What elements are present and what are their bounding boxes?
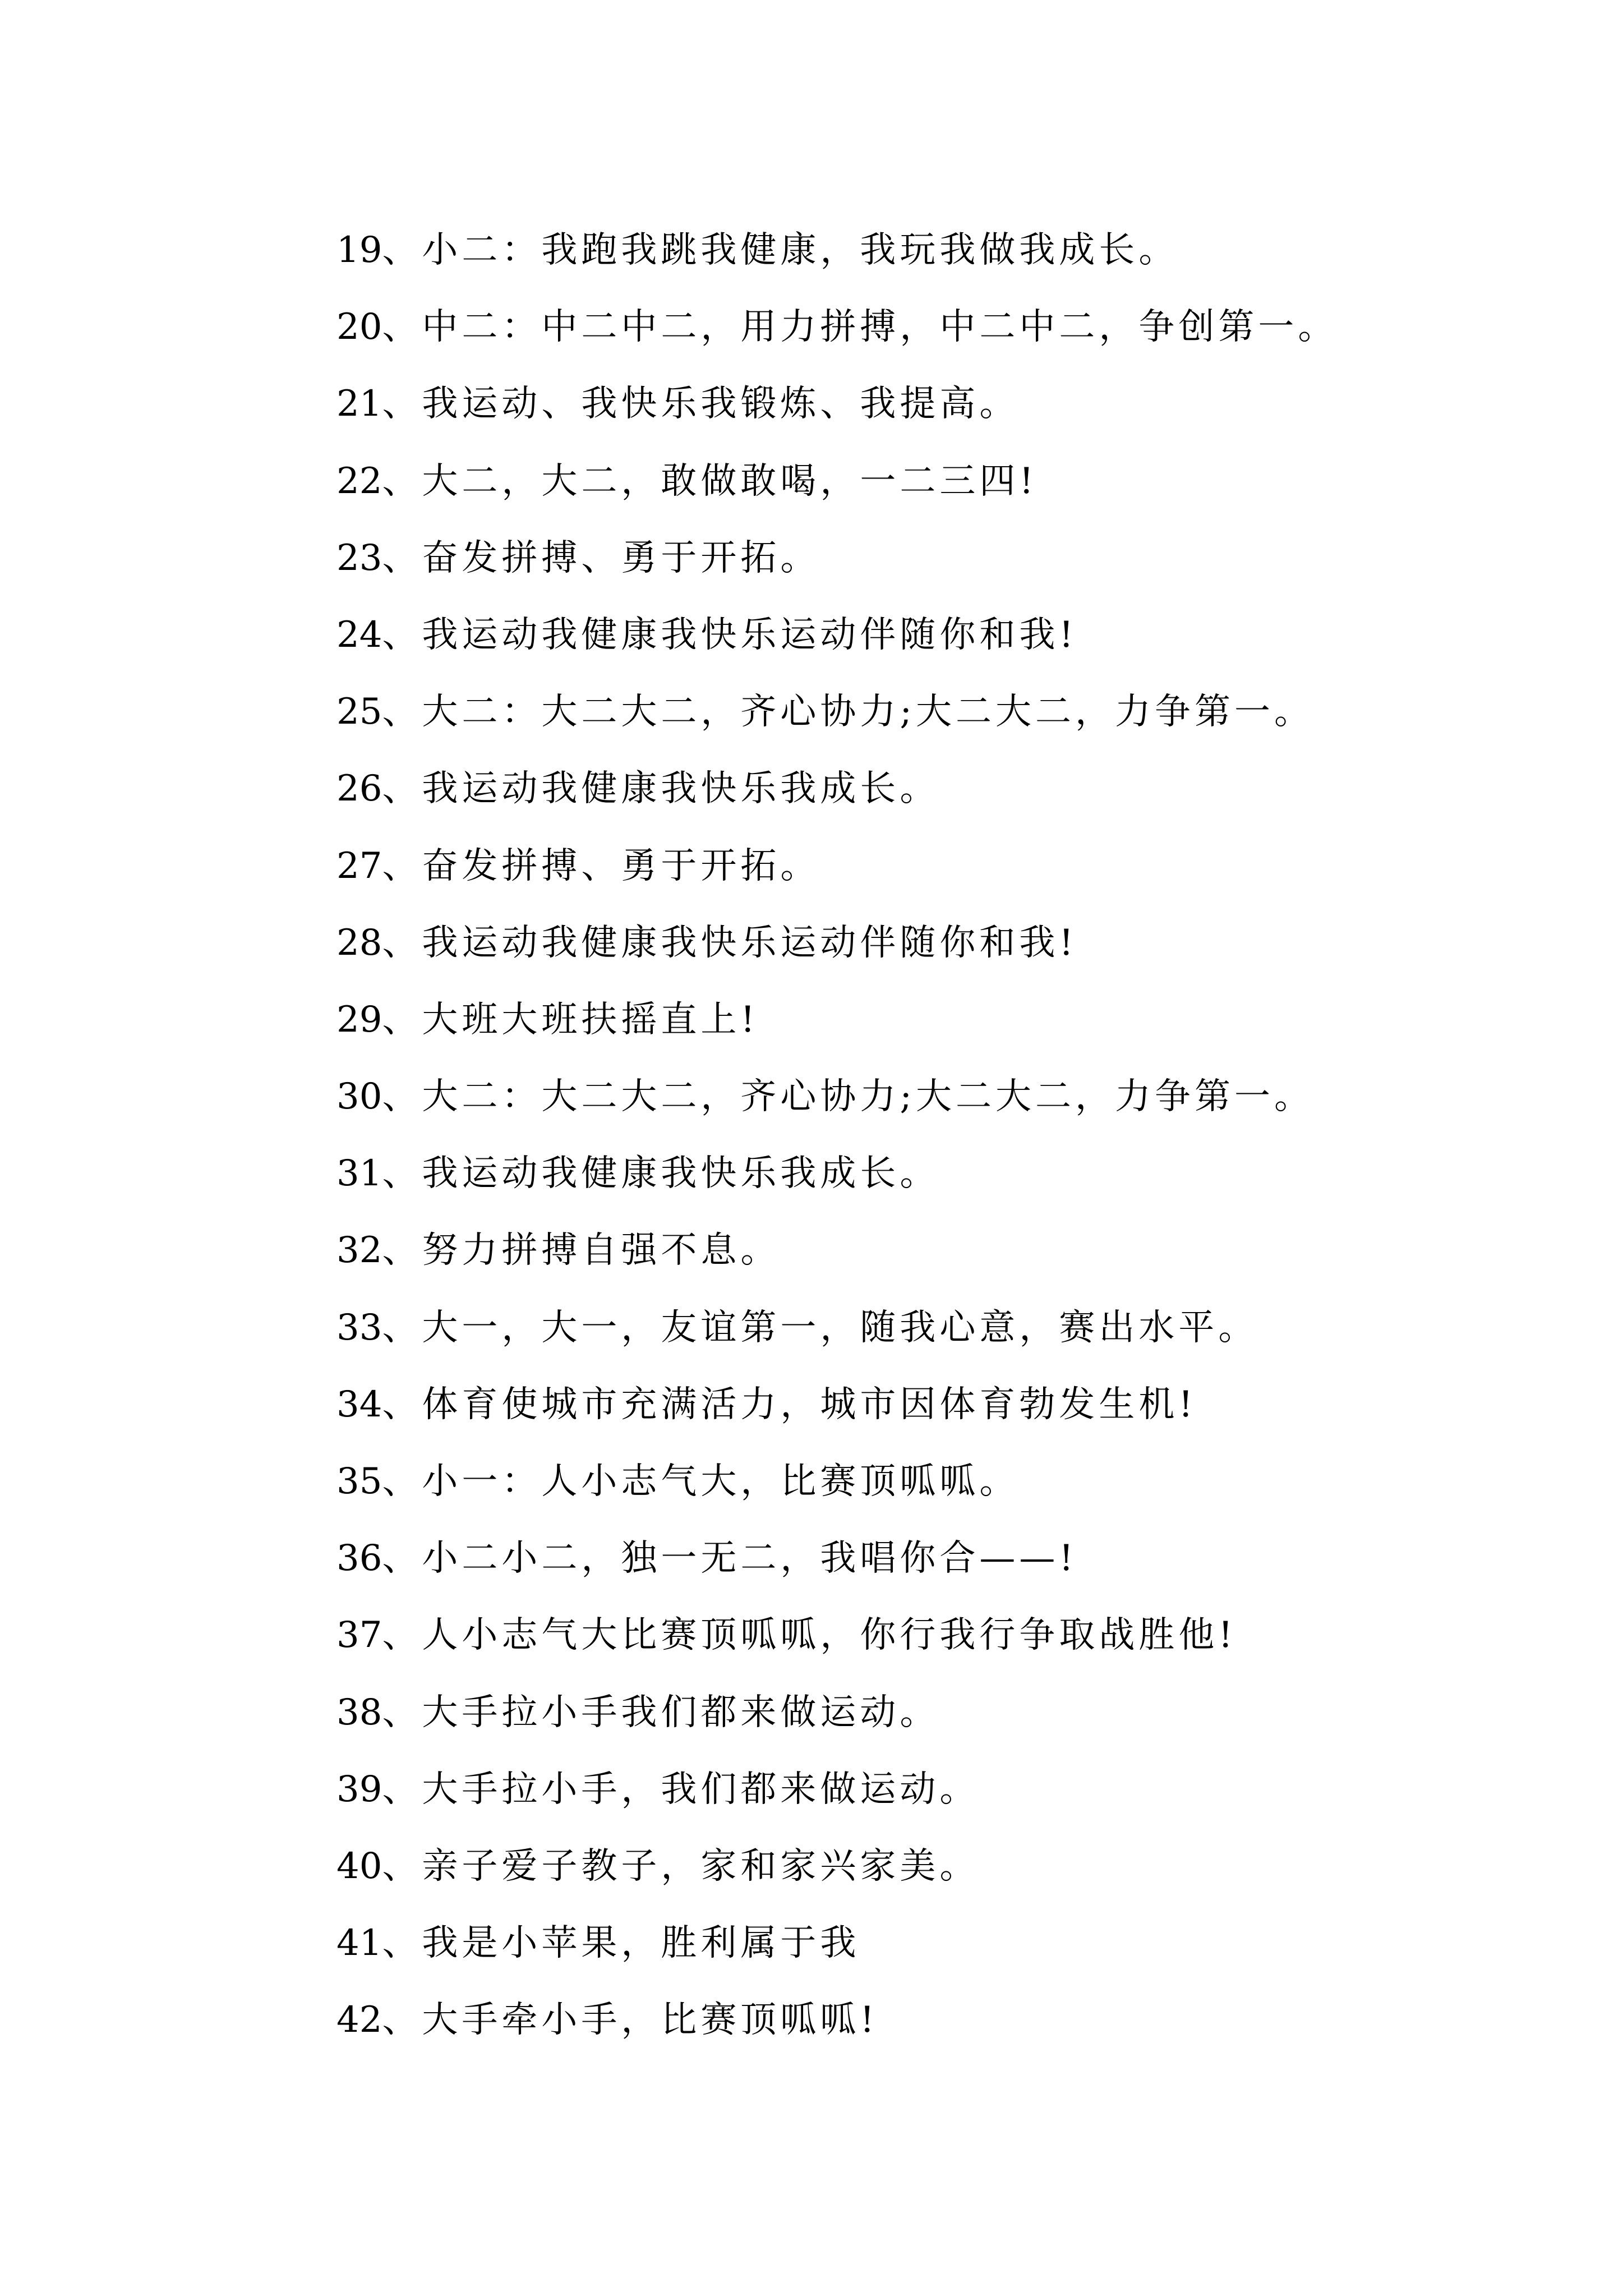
slogan-line bbox=[336, 1982, 1458, 2059]
line-number: 24 bbox=[336, 614, 382, 656]
line-text: 、小一：人小志气大，比赛顶呱呱。 bbox=[382, 1461, 1020, 1502]
slogan-line bbox=[336, 1905, 1458, 1982]
line-text: 、大手牵小手，比赛顶呱呱! bbox=[382, 1999, 879, 2041]
line-text: 、大一，大一，友谊第一，随我心意，赛出水平。 bbox=[382, 1306, 1258, 1349]
slogan-line bbox=[336, 1520, 1458, 1597]
line-text: 、亲子爱子教子，家和家兴家美。 bbox=[382, 1845, 980, 1887]
line-number: 31 bbox=[336, 1153, 382, 1195]
line-text: 、小二：我跑我跳我健康，我玩我做我成长。 bbox=[382, 229, 1179, 271]
line-number: 33 bbox=[336, 1306, 382, 1349]
line-number: 23 bbox=[336, 537, 382, 579]
line-number: 19 bbox=[336, 229, 382, 271]
slogan-line bbox=[336, 443, 1458, 520]
line-number: 35 bbox=[336, 1461, 382, 1502]
line-number: 42 bbox=[336, 1999, 382, 2041]
slogan-list bbox=[336, 212, 1458, 2059]
line-text: 、大手拉小手，我们都来做运动。 bbox=[382, 1768, 980, 1810]
line-number: 29 bbox=[336, 999, 382, 1041]
line-number: 22 bbox=[336, 460, 382, 502]
slogan-line bbox=[336, 1135, 1458, 1212]
line-number: 21 bbox=[336, 383, 382, 425]
line-number: 39 bbox=[336, 1768, 382, 1810]
line-text: 、小二小二，独一无二，我唱你合——! bbox=[382, 1538, 1078, 1580]
slogan-line bbox=[336, 1674, 1458, 1751]
slogan-line bbox=[336, 597, 1458, 674]
slogan-line bbox=[336, 1059, 1458, 1135]
line-text: 、我运动我健康我快乐运动伴随你和我! bbox=[382, 614, 1078, 656]
slogan-line bbox=[336, 1290, 1458, 1366]
line-number: 41 bbox=[336, 1922, 382, 1964]
line-text: 、大手拉小手我们都来做运动。 bbox=[382, 1691, 940, 1733]
line-number: 26 bbox=[336, 768, 382, 810]
line-text: 、努力拼搏自强不息。 bbox=[382, 1230, 781, 1272]
slogan-line bbox=[336, 1597, 1458, 1674]
line-text: 、我运动我健康我快乐我成长。 bbox=[382, 1153, 940, 1195]
slogan-line bbox=[336, 366, 1458, 443]
line-text: 、体育使城市充满活力，城市因体育勃发生机! bbox=[382, 1383, 1197, 1425]
slogan-line bbox=[336, 212, 1458, 289]
line-text: 、奋发拼搏、勇于开拓。 bbox=[382, 845, 820, 887]
line-number: 38 bbox=[336, 1691, 382, 1733]
line-number: 27 bbox=[336, 845, 382, 887]
slogan-line bbox=[336, 1366, 1458, 1443]
line-text: 、大二：大二大二，齐心协力;大二大二，力争第一。 bbox=[382, 1076, 1314, 1118]
slogan-line bbox=[336, 828, 1458, 905]
line-text: 、大班大班扶摇直上! bbox=[382, 999, 759, 1041]
slogan-line bbox=[336, 1828, 1458, 1905]
line-text: 、我运动我健康我快乐我成长。 bbox=[382, 768, 940, 810]
line-text: 、人小志气大比赛顶呱呱，你行我行争取战胜他! bbox=[382, 1614, 1237, 1657]
line-number: 36 bbox=[336, 1538, 382, 1580]
line-text: 、大二：大二大二，齐心协力;大二大二，力争第一。 bbox=[382, 691, 1314, 733]
slogan-line bbox=[336, 905, 1458, 982]
line-number: 34 bbox=[336, 1383, 382, 1425]
slogan-line bbox=[336, 520, 1458, 597]
slogan-line bbox=[336, 751, 1458, 827]
line-number: 37 bbox=[336, 1614, 382, 1657]
line-number: 25 bbox=[336, 691, 382, 733]
line-text: 、大二，大二，敢做敢喝，一二三四! bbox=[382, 460, 1038, 502]
line-number: 28 bbox=[336, 922, 382, 964]
line-text: 、我是小苹果，胜利属于我 bbox=[382, 1922, 860, 1964]
line-number: 30 bbox=[336, 1076, 382, 1118]
slogan-line bbox=[336, 289, 1458, 366]
slogan-line bbox=[336, 1443, 1458, 1520]
line-text: 、奋发拼搏、勇于开拓。 bbox=[382, 537, 820, 579]
line-number: 40 bbox=[336, 1845, 382, 1887]
line-number: 20 bbox=[336, 306, 382, 348]
slogan-line bbox=[336, 982, 1458, 1059]
slogan-line bbox=[336, 1212, 1458, 1289]
slogan-line bbox=[336, 674, 1458, 751]
line-text: 、中二：中二中二，用力拼搏，中二中二，争创第一。 bbox=[382, 306, 1338, 348]
line-number: 32 bbox=[336, 1230, 382, 1272]
line-text: 、我运动、我快乐我锻炼、我提高。 bbox=[382, 383, 1020, 425]
line-text: 、我运动我健康我快乐运动伴随你和我! bbox=[382, 922, 1078, 964]
slogan-line bbox=[336, 1751, 1458, 1828]
